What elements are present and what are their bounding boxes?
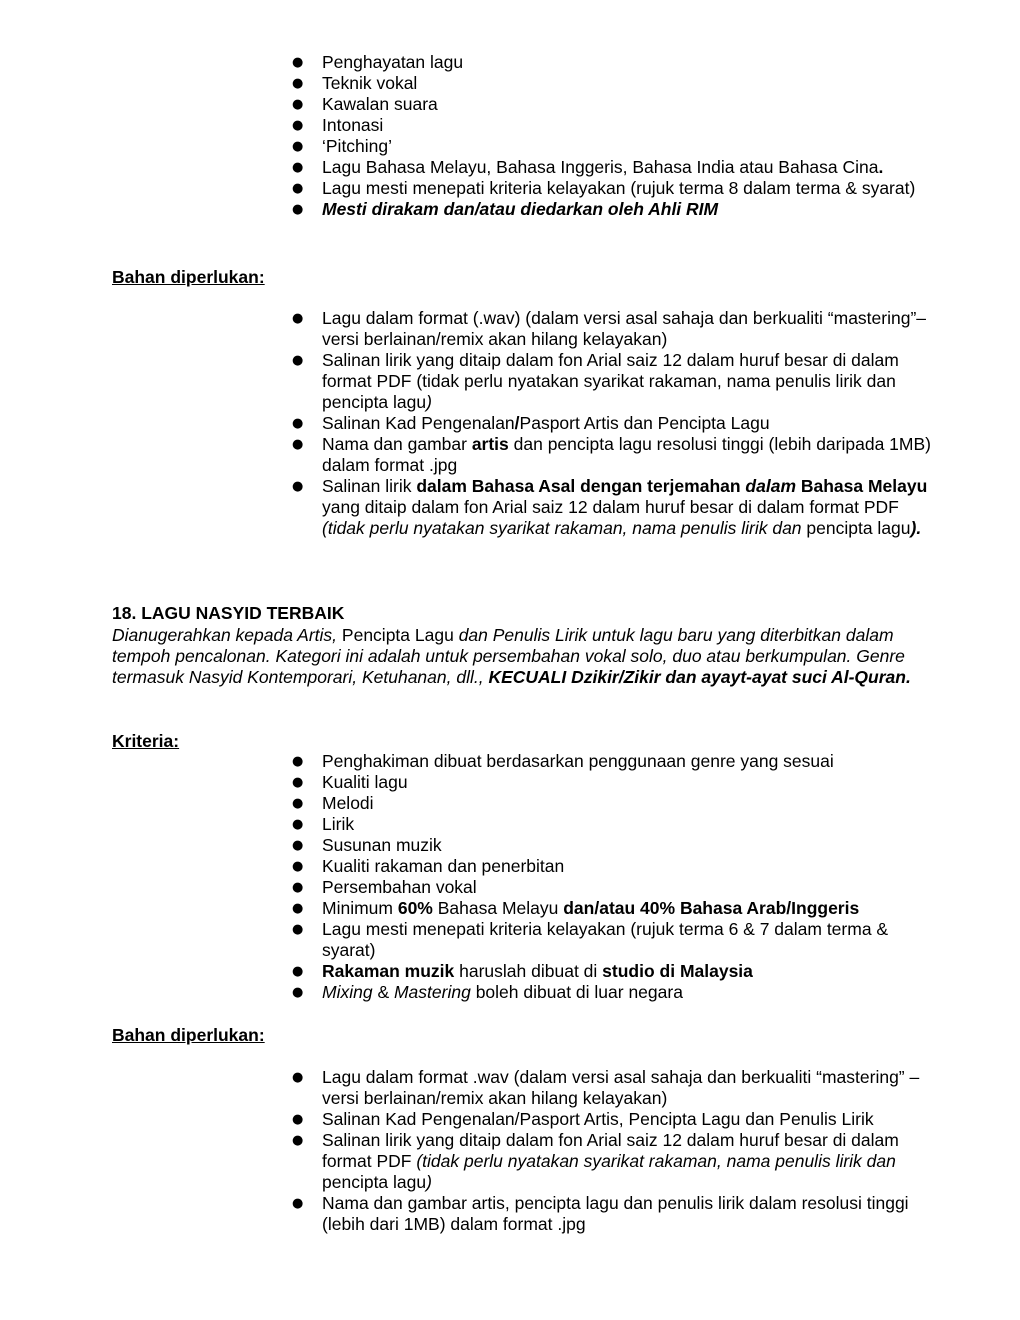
list-item: ● ‘Pitching’	[292, 136, 932, 157]
list-item: ● Salinan Kad Pengenalan/Pasport Artis, Pencipta Lagu dan Penulis Lirik	[292, 1109, 932, 1130]
list-item: ● Salinan Kad Pengenalan/Pasport Artis dan Pencipta Lagu	[292, 413, 932, 434]
list-item: ● Persembahan vokal	[292, 877, 932, 898]
list-item: ● Kualiti rakaman dan penerbitan	[292, 856, 932, 877]
list-item: ● Kualiti lagu	[292, 772, 932, 793]
criteria-list-top	[292, 52, 932, 220]
list-item: ● Minimum 60% Bahasa Melayu dan/atau 40% Bahasa Arab/Inggeris	[292, 898, 932, 919]
list-item: ● Salinan lirik yang ditaip dalam fon Arial saiz 12 dalam huruf besar di dalam format PDF (tidak perlu nyatakan syarikat rakaman, nama penulis lirik dan pencipta lagu)	[292, 1130, 932, 1193]
list-item: ● Penghayatan lagu	[292, 52, 932, 73]
list-item: ● Susunan muzik	[292, 835, 932, 856]
list-item: ● Penghakiman dibuat berdasarkan penggunaan genre yang sesuai	[292, 751, 932, 772]
materials-heading: Bahan diperlukan:	[112, 267, 265, 287]
list-item: ● Lagu mesti menepati kriteria kelayakan (rujuk terma 6 & 7 dalam terma & syarat)	[292, 919, 932, 961]
list-item: ● Lirik	[292, 814, 932, 835]
list-item: ● Mixing & Mastering boleh dibuat di luar negara	[292, 982, 932, 1003]
list-item: ● Teknik vokal	[292, 73, 932, 94]
list-item: ● Lagu dalam format (.wav) (dalam versi asal sahaja dan berkualiti “mastering”– versi berlainan/remix akan hilang kelayakan)	[292, 308, 932, 350]
section-description: Dianugerahkan kepada Artis, Pencipta Lagu dan Penulis Lirik untuk lagu baru yang diterbitkan dalam tempoh pencalonan. Kategori ini adalah untuk persembahan vokal solo, duo atau berkumpulan. Genre termasuk Nasyid Kontemporari, Ketuhanan, dll., KECUALI Dzikir/Zikir dan ayayt-ayat suci Al-Quran.	[112, 625, 911, 687]
list-item: ● Nama dan gambar artis dan pencipta lagu resolusi tinggi (lebih daripada 1MB) dalam format .jpg	[292, 434, 932, 476]
list-item: ● Rakaman muzik haruslah dibuat di studio di Malaysia	[292, 961, 932, 982]
list-item: ● Mesti dirakam dan/atau diedarkan oleh Ahli RIM	[292, 199, 932, 220]
list-item: ● Salinan lirik dalam Bahasa Asal dengan terjemahan dalam Bahasa Melayu yang ditaip dalam fon Arial saiz 12 dalam huruf besar di dalam format PDF (tidak perlu nyatakan syarikat rakaman, nama penulis lirik dan pencipta lagu).	[292, 476, 932, 539]
materials-heading: Bahan diperlukan:	[112, 1025, 265, 1045]
section-title: 18. LAGU NASYID TERBAIK	[112, 603, 345, 623]
criteria-heading: Kriteria:	[112, 731, 180, 751]
list-item: ● Nama dan gambar artis, pencipta lagu dan penulis lirik dalam resolusi tinggi (lebih dari 1MB) dalam format .jpg	[292, 1193, 932, 1235]
criteria-list	[292, 751, 932, 1003]
materials-list	[292, 308, 932, 539]
list-item: ● Lagu dalam format .wav (dalam versi asal sahaja dan berkualiti “mastering” – versi berlainan/remix akan hilang kelayakan)	[292, 1067, 932, 1109]
list-item: ● Intonasi	[292, 115, 932, 136]
list-item: ● Melodi	[292, 793, 932, 814]
list-item: ● Lagu Bahasa Melayu, Bahasa Inggeris, Bahasa India atau Bahasa Cina.	[292, 157, 932, 178]
list-item: ● Salinan lirik yang ditaip dalam fon Arial saiz 12 dalam huruf besar di dalam format PDF (tidak perlu nyatakan syarikat rakaman, nama penulis lirik dan pencipta lagu)	[292, 350, 932, 413]
list-item: ● Kawalan suara	[292, 94, 932, 115]
list-item: ● Lagu mesti menepati kriteria kelayakan (rujuk terma 8 dalam terma & syarat)	[292, 178, 932, 199]
materials-list	[292, 1067, 932, 1235]
